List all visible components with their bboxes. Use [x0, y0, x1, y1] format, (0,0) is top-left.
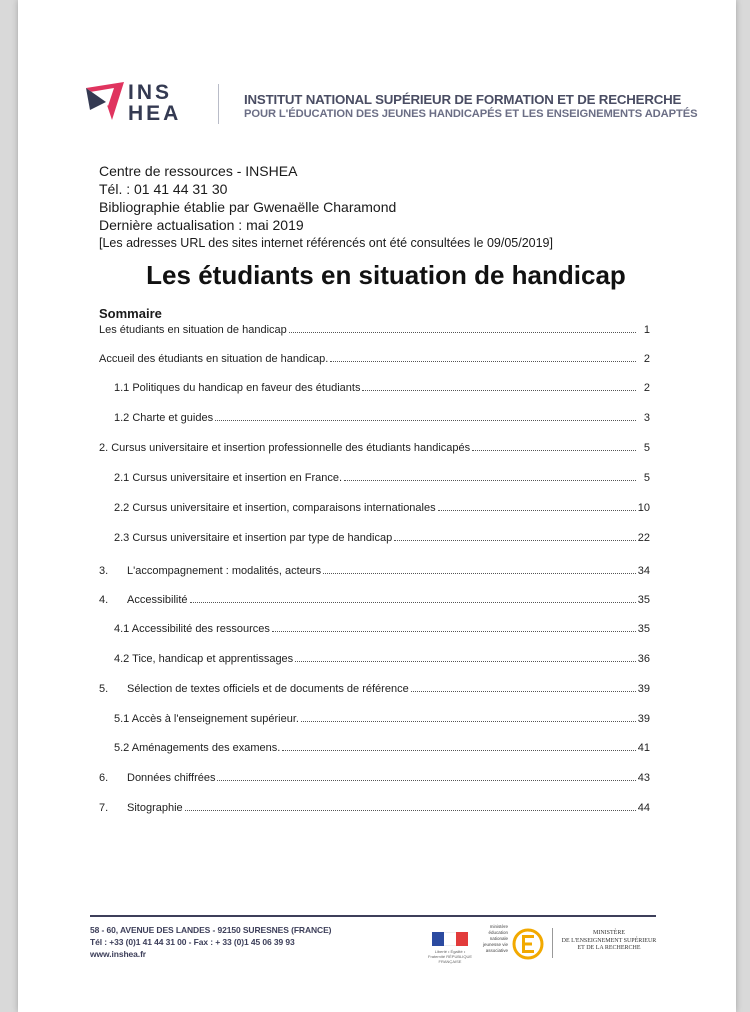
toc-entry-label: Données chiffrées — [127, 772, 216, 784]
toc-leader-dots — [438, 500, 636, 511]
toc-entry-label: 4.2 Tice, handicap et apprentissages — [114, 653, 294, 665]
toc-leader-dots — [344, 470, 636, 481]
ministere-line3: ET DE LA RECHERCHE — [577, 945, 641, 951]
toc-leader-dots — [362, 380, 636, 391]
toc-leader-dots — [185, 800, 636, 811]
toc-leader-dots — [289, 322, 636, 333]
toc-leader-dots — [472, 440, 636, 451]
toc-entry-label: 5.2 Aménagements des examens. — [114, 742, 281, 754]
toc-entry-page: 10 — [637, 502, 650, 514]
inshea-logo-mark-icon — [84, 80, 126, 124]
toc-entry[interactable] — [99, 681, 650, 695]
toc-entry-page: 5 — [643, 472, 650, 484]
toc-leader-dots — [190, 592, 636, 603]
meta-author: Bibliographie établie par Gwenaëlle Charamond — [99, 199, 397, 215]
logo-line1: INS — [128, 81, 173, 104]
toc-entry-label: Sitographie — [127, 802, 183, 814]
toc-leader-dots — [295, 651, 636, 662]
toc-entry-page: 39 — [637, 683, 650, 695]
toc-entry-page: 39 — [637, 713, 650, 725]
toc-entry[interactable] — [99, 351, 650, 365]
toc-entry-page: 2 — [643, 382, 650, 394]
meta-center: Centre de ressources - INSHEA — [99, 163, 298, 179]
toc-entry-label: Accessibilité — [127, 594, 188, 606]
footer-address: 58 - 60, AVENUE DES LANDES - 92150 SURESNES (FRANCE) — [90, 925, 332, 935]
toc-entry-page: 43 — [637, 772, 650, 784]
toc-entry[interactable] — [114, 410, 650, 424]
footer-website[interactable]: www.inshea.fr — [90, 949, 147, 959]
sommaire-heading: Sommaire — [99, 306, 162, 321]
ministere-logo — [554, 930, 664, 953]
toc-leader-dots — [217, 770, 635, 781]
toc-entry[interactable] — [99, 770, 650, 784]
toc-leader-dots — [301, 711, 636, 722]
toc-entry-label: 1.1 Politiques du handicap en faveur des étudiants — [114, 382, 361, 394]
toc-entry[interactable] — [114, 470, 650, 484]
toc-entry[interactable] — [99, 800, 650, 814]
toc-leader-dots — [323, 563, 636, 574]
flag-caption: Liberté • Égalité • Fraternité RÉPUBLIQUE FRANÇAISE — [428, 949, 473, 964]
toc-entry-label: Les étudiants en situation de handicap — [99, 324, 287, 336]
inshea-logo — [84, 80, 224, 128]
toc-entry[interactable] — [114, 380, 650, 394]
toc-entry[interactable] — [114, 711, 650, 725]
toc-entry-number: 5. — [99, 683, 109, 695]
footer-contact: Tél : +33 (0)1 41 44 31 00 - Fax : + 33 (0)1 45 06 39 93 — [90, 937, 295, 947]
toc-entry-page: 35 — [637, 623, 650, 635]
toc-entry-label: 2.2 Cursus universitaire et insertion, comparaisons internationales — [114, 502, 436, 514]
toc-entry-label: 4.1 Accessibilité des ressources — [114, 623, 270, 635]
ministere-line2: DE L'ENSEIGNEMENT SUPÉRIEUR — [561, 937, 657, 944]
inshea-logo-text — [128, 82, 181, 124]
toc-entry-label: 5.1 Accès à l'enseignement supérieur. — [114, 713, 299, 725]
toc-leader-dots — [215, 410, 636, 421]
education-e-icon — [512, 926, 544, 962]
toc-leader-dots — [411, 681, 636, 692]
toc-leader-dots — [282, 740, 635, 751]
toc-entry-number: 3. — [99, 565, 109, 577]
toc-entry[interactable] — [99, 322, 650, 336]
toc-entry-label: 2. Cursus universitaire et insertion professionnelle des étudiants handicapés — [99, 442, 471, 454]
toc-entry-number: 7. — [99, 802, 109, 814]
footer-address-block — [90, 924, 331, 960]
institute-name — [244, 92, 714, 121]
meta-updated: Dernière actualisation : mai 2019 — [99, 217, 304, 233]
toc-entry[interactable] — [99, 440, 650, 454]
toc-entry-page: 36 — [637, 653, 650, 665]
ministere-line1: MINISTÈRE — [593, 930, 625, 936]
institute-line2: POUR L'ÉDUCATION DES JEUNES HANDICAPÉS ET LES ENSEIGNEMENTS ADAPTÉS — [244, 108, 698, 120]
toc-leader-dots — [394, 530, 636, 541]
header-divider — [218, 84, 219, 124]
education-logo — [478, 920, 548, 966]
toc-entry-page: 41 — [637, 742, 650, 754]
toc-entry-page: 2 — [643, 353, 650, 365]
footer-logo-divider — [552, 928, 553, 958]
document-page — [18, 0, 736, 1012]
footer-divider — [90, 915, 656, 917]
toc-entry-page: 44 — [637, 802, 650, 814]
toc-entry-page: 3 — [643, 412, 650, 424]
toc-entry-label: L'accompagnement : modalités, acteurs — [127, 565, 322, 577]
toc-entry-label: 2.1 Cursus universitaire et insertion en France. — [114, 472, 343, 484]
education-logo-text: ministère éducation nationale jeunesse vie associative — [482, 924, 508, 953]
toc-entry-page: 34 — [637, 565, 650, 577]
meta-note: [Les adresses URL des sites internet référencés ont été consultées le 09/05/2019] — [99, 236, 553, 250]
toc-leader-dots — [272, 621, 636, 632]
toc-entry-page: 1 — [643, 324, 650, 336]
toc-entry-label: 2.3 Cursus universitaire et insertion par type de handicap — [114, 532, 393, 544]
institute-line1: INSTITUT NATIONAL SUPÉRIEUR DE FORMATION ET DE RECHERCHE — [244, 92, 682, 107]
toc-entry-label: Sélection de textes officiels et de documents de référence — [127, 683, 409, 695]
toc-entry-page: 22 — [637, 532, 650, 544]
meta-phone: Tél. : 01 41 44 31 30 — [99, 181, 228, 197]
toc-entry[interactable] — [114, 621, 650, 635]
toc-entry[interactable] — [114, 530, 650, 544]
toc-entry-number: 6. — [99, 772, 109, 784]
toc-entry-page: 5 — [643, 442, 650, 454]
toc-entry[interactable] — [114, 651, 650, 665]
toc-entry[interactable] — [114, 500, 650, 514]
document-title: Les étudiants en situation de handicap — [146, 260, 626, 290]
toc-entry[interactable] — [99, 592, 650, 606]
logo-line2: HEA — [128, 102, 182, 125]
document-meta — [99, 162, 553, 252]
toc-entry[interactable] — [114, 740, 650, 754]
toc-entry[interactable] — [99, 563, 650, 577]
toc-leader-dots — [330, 351, 636, 362]
toc-entry-label: 1.2 Charte et guides — [114, 412, 214, 424]
toc-entry-label: Accueil des étudiants en situation de handicap. — [99, 353, 329, 365]
toc-entry-number: 4. — [99, 594, 109, 606]
toc-entry-page: 35 — [637, 594, 650, 606]
